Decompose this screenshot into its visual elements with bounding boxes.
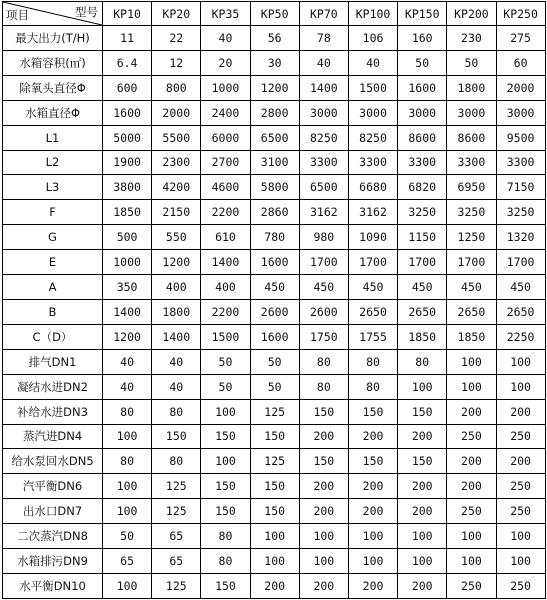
table-cell: 100 xyxy=(447,549,496,574)
table-cell: 1750 xyxy=(299,324,348,349)
table-cell: 3250 xyxy=(447,200,496,225)
table-cell: 150 xyxy=(250,424,299,449)
table-cell: 125 xyxy=(152,573,201,598)
table-cell: 60 xyxy=(496,50,545,75)
row-label: F xyxy=(3,200,103,225)
table-row xyxy=(3,449,546,474)
table-cell: 200 xyxy=(348,573,397,598)
table-cell: 80 xyxy=(201,549,250,574)
table-cell: 250 xyxy=(496,424,545,449)
table-row xyxy=(3,200,546,225)
table-cell: 1700 xyxy=(299,250,348,275)
table-cell: 6820 xyxy=(398,175,447,200)
table-cell: 100 xyxy=(496,549,545,574)
table-cell: 450 xyxy=(299,275,348,300)
table-cell: 3000 xyxy=(496,100,545,125)
table-cell: 2250 xyxy=(496,324,545,349)
table-cell: 100 xyxy=(496,524,545,549)
table-cell: 3300 xyxy=(299,150,348,175)
row-label: G xyxy=(3,225,103,250)
table-row xyxy=(3,125,546,150)
model-header-kp250: KP250 xyxy=(496,2,545,26)
table-cell: 5800 xyxy=(250,175,299,200)
table-cell: 80 xyxy=(299,374,348,399)
table-cell: 1755 xyxy=(348,324,397,349)
table-cell: 100 xyxy=(103,474,152,499)
table-cell: 400 xyxy=(152,275,201,300)
table-cell: 450 xyxy=(348,275,397,300)
table-cell: 200 xyxy=(299,499,348,524)
table-cell: 1500 xyxy=(348,75,397,100)
model-header-kp100: KP100 xyxy=(348,2,397,26)
table-cell: 450 xyxy=(250,275,299,300)
table-cell: 3000 xyxy=(299,100,348,125)
table-cell: 1700 xyxy=(348,250,397,275)
table-cell: 56 xyxy=(250,26,299,51)
table-cell: 80 xyxy=(152,399,201,424)
table-cell: 40 xyxy=(299,50,348,75)
table-cell: 6680 xyxy=(348,175,397,200)
table-cell: 150 xyxy=(398,449,447,474)
table-row xyxy=(3,324,546,349)
table-cell: 550 xyxy=(152,225,201,250)
row-label: 汽平衡DN6 xyxy=(3,474,103,499)
table-cell: 1000 xyxy=(201,75,250,100)
table-cell: 65 xyxy=(152,549,201,574)
table-cell: 200 xyxy=(447,449,496,474)
table-row xyxy=(3,50,546,75)
table-cell: 200 xyxy=(398,424,447,449)
table-cell: 80 xyxy=(201,524,250,549)
table-cell: 1400 xyxy=(201,250,250,275)
table-row xyxy=(3,100,546,125)
table-cell: 1850 xyxy=(103,200,152,225)
table-cell: 450 xyxy=(398,275,447,300)
model-header-kp10: KP10 xyxy=(103,2,152,26)
table-cell: 150 xyxy=(348,449,397,474)
table-cell: 250 xyxy=(447,573,496,598)
table-cell: 200 xyxy=(496,399,545,424)
table-cell: 250 xyxy=(496,474,545,499)
table-cell: 400 xyxy=(201,275,250,300)
table-cell: 200 xyxy=(348,424,397,449)
row-label: 给水泵回水DN5 xyxy=(3,449,103,474)
row-label: L2 xyxy=(3,150,103,175)
table-cell: 40 xyxy=(348,50,397,75)
table-cell: 150 xyxy=(152,424,201,449)
table-cell: 2600 xyxy=(250,299,299,324)
table-cell: 200 xyxy=(447,399,496,424)
table-cell: 1600 xyxy=(398,75,447,100)
row-label: 二次蒸汽DN8 xyxy=(3,524,103,549)
table-cell: 100 xyxy=(348,524,397,549)
table-cell: 50 xyxy=(398,50,447,75)
table-cell: 2650 xyxy=(398,299,447,324)
table-cell: 125 xyxy=(152,499,201,524)
corner-label-model: 型号 xyxy=(75,5,98,19)
table-cell: 200 xyxy=(348,474,397,499)
table-cell: 80 xyxy=(103,399,152,424)
table-cell: 2700 xyxy=(201,150,250,175)
table-cell: 2200 xyxy=(201,200,250,225)
row-label: L1 xyxy=(3,125,103,150)
header-row xyxy=(3,2,546,26)
table-cell: 1250 xyxy=(447,225,496,250)
table-row xyxy=(3,499,546,524)
table-row xyxy=(3,573,546,598)
table-cell: 1400 xyxy=(103,299,152,324)
table-cell: 3300 xyxy=(398,150,447,175)
table-cell: 100 xyxy=(398,374,447,399)
row-label: 水箱容积(㎡) xyxy=(3,50,103,75)
model-header-kp50: KP50 xyxy=(250,2,299,26)
table-cell: 1600 xyxy=(250,324,299,349)
table-cell: 1200 xyxy=(152,250,201,275)
table-cell: 150 xyxy=(201,424,250,449)
table-cell: 200 xyxy=(496,449,545,474)
table-cell: 1850 xyxy=(447,324,496,349)
spec-body xyxy=(3,26,546,599)
spec-table xyxy=(2,1,546,599)
table-row xyxy=(3,474,546,499)
table-cell: 8600 xyxy=(447,125,496,150)
table-cell: 150 xyxy=(201,573,250,598)
row-label: L3 xyxy=(3,175,103,200)
table-cell: 2200 xyxy=(201,299,250,324)
table-cell: 100 xyxy=(496,374,545,399)
table-cell: 100 xyxy=(201,399,250,424)
table-cell: 100 xyxy=(447,524,496,549)
row-label: C（D） xyxy=(3,324,103,349)
table-cell: 40 xyxy=(201,26,250,51)
table-cell: 2860 xyxy=(250,200,299,225)
table-cell: 3000 xyxy=(348,100,397,125)
table-cell: 160 xyxy=(398,26,447,51)
table-cell: 80 xyxy=(348,349,397,374)
table-cell: 100 xyxy=(447,349,496,374)
table-cell: 150 xyxy=(250,474,299,499)
table-cell: 275 xyxy=(496,26,545,51)
table-cell: 800 xyxy=(152,75,201,100)
table-cell: 200 xyxy=(398,474,447,499)
table-cell: 1800 xyxy=(152,299,201,324)
table-cell: 4200 xyxy=(152,175,201,200)
table-cell: 500 xyxy=(103,225,152,250)
table-row xyxy=(3,424,546,449)
table-row xyxy=(3,374,546,399)
table-cell: 1500 xyxy=(201,324,250,349)
table-cell: 200 xyxy=(348,499,397,524)
table-cell: 600 xyxy=(103,75,152,100)
model-header-kp200: KP200 xyxy=(447,2,496,26)
table-cell: 30 xyxy=(250,50,299,75)
table-cell: 3162 xyxy=(348,200,397,225)
table-cell: 2000 xyxy=(496,75,545,100)
table-cell: 200 xyxy=(398,499,447,524)
table-cell: 250 xyxy=(447,499,496,524)
table-cell: 1400 xyxy=(152,324,201,349)
table-cell: 3162 xyxy=(299,200,348,225)
model-header-kp35: KP35 xyxy=(201,2,250,26)
corner-cell xyxy=(3,2,103,26)
table-cell: 3000 xyxy=(398,100,447,125)
table-cell: 150 xyxy=(398,399,447,424)
table-cell: 7150 xyxy=(496,175,545,200)
table-cell: 1090 xyxy=(348,225,397,250)
table-cell: 3800 xyxy=(103,175,152,200)
table-cell: 3300 xyxy=(348,150,397,175)
table-cell: 2400 xyxy=(201,100,250,125)
table-cell: 6.4 xyxy=(103,50,152,75)
table-cell: 1600 xyxy=(103,100,152,125)
table-cell: 50 xyxy=(447,50,496,75)
model-header-kp150: KP150 xyxy=(398,2,447,26)
table-row xyxy=(3,524,546,549)
table-cell: 100 xyxy=(299,524,348,549)
table-cell: 4600 xyxy=(201,175,250,200)
table-cell: 20 xyxy=(201,50,250,75)
table-cell: 100 xyxy=(250,549,299,574)
model-header-kp70: KP70 xyxy=(299,2,348,26)
table-cell: 80 xyxy=(152,449,201,474)
row-label: 水箱排污DN9 xyxy=(3,549,103,574)
table-row xyxy=(3,549,546,574)
table-row xyxy=(3,275,546,300)
table-cell: 1000 xyxy=(103,250,152,275)
table-cell: 6500 xyxy=(299,175,348,200)
table-cell: 3300 xyxy=(447,150,496,175)
table-cell: 200 xyxy=(299,474,348,499)
table-cell: 100 xyxy=(103,424,152,449)
table-cell: 250 xyxy=(447,424,496,449)
table-cell: 1850 xyxy=(398,324,447,349)
table-cell: 106 xyxy=(348,26,397,51)
table-row xyxy=(3,225,546,250)
table-cell: 150 xyxy=(299,399,348,424)
row-label: 除氧头直径Φ xyxy=(3,75,103,100)
table-cell: 3250 xyxy=(496,200,545,225)
row-label: 出水口DN7 xyxy=(3,499,103,524)
table-cell: 1200 xyxy=(250,75,299,100)
table-cell: 40 xyxy=(103,374,152,399)
table-cell: 780 xyxy=(250,225,299,250)
table-cell: 250 xyxy=(496,499,545,524)
table-cell: 78 xyxy=(299,26,348,51)
row-label: B xyxy=(3,299,103,324)
table-cell: 1700 xyxy=(447,250,496,275)
table-cell: 2650 xyxy=(447,299,496,324)
table-cell: 80 xyxy=(348,374,397,399)
table-cell: 3100 xyxy=(250,150,299,175)
table-cell: 50 xyxy=(250,349,299,374)
table-cell: 200 xyxy=(447,474,496,499)
table-cell: 6950 xyxy=(447,175,496,200)
table-cell: 250 xyxy=(496,573,545,598)
table-cell: 80 xyxy=(103,449,152,474)
table-cell: 150 xyxy=(201,474,250,499)
row-label: 蒸汽进DN4 xyxy=(3,424,103,449)
table-cell: 100 xyxy=(201,449,250,474)
table-cell: 8250 xyxy=(299,125,348,150)
row-label: 排气DN1 xyxy=(3,349,103,374)
table-row xyxy=(3,399,546,424)
table-row xyxy=(3,26,546,51)
table-cell: 65 xyxy=(103,549,152,574)
corner-label-item: 项目 xyxy=(6,8,29,22)
table-cell: 2000 xyxy=(152,100,201,125)
table-cell: 100 xyxy=(398,524,447,549)
table-cell: 80 xyxy=(398,349,447,374)
table-row xyxy=(3,150,546,175)
row-label: 水箱直径Φ xyxy=(3,100,103,125)
table-cell: 1600 xyxy=(250,250,299,275)
table-cell: 150 xyxy=(348,399,397,424)
row-label: A xyxy=(3,275,103,300)
table-row xyxy=(3,175,546,200)
table-cell: 65 xyxy=(152,524,201,549)
table-cell: 50 xyxy=(103,524,152,549)
table-cell: 50 xyxy=(201,374,250,399)
table-cell: 2300 xyxy=(152,150,201,175)
table-cell: 1700 xyxy=(496,250,545,275)
table-cell: 1320 xyxy=(496,225,545,250)
table-row xyxy=(3,299,546,324)
table-cell: 100 xyxy=(447,374,496,399)
table-cell: 1400 xyxy=(299,75,348,100)
table-cell: 230 xyxy=(447,26,496,51)
table-cell: 3000 xyxy=(447,100,496,125)
table-cell: 200 xyxy=(299,573,348,598)
table-cell: 1150 xyxy=(398,225,447,250)
table-cell: 980 xyxy=(299,225,348,250)
table-cell: 200 xyxy=(299,424,348,449)
table-cell: 8600 xyxy=(398,125,447,150)
table-cell: 150 xyxy=(201,499,250,524)
row-label: 补给水进DN3 xyxy=(3,399,103,424)
table-cell: 12 xyxy=(152,50,201,75)
table-cell: 350 xyxy=(103,275,152,300)
table-cell: 5000 xyxy=(103,125,152,150)
table-cell: 3250 xyxy=(398,200,447,225)
row-label: 水平衡DN10 xyxy=(3,573,103,598)
table-row xyxy=(3,250,546,275)
table-cell: 50 xyxy=(250,374,299,399)
table-cell: 2150 xyxy=(152,200,201,225)
table-row xyxy=(3,75,546,100)
row-label: 最大出力(T/H) xyxy=(3,26,103,51)
table-cell: 200 xyxy=(250,573,299,598)
table-cell: 150 xyxy=(299,449,348,474)
table-cell: 1700 xyxy=(398,250,447,275)
table-cell: 50 xyxy=(201,349,250,374)
table-cell: 80 xyxy=(299,349,348,374)
table-cell: 100 xyxy=(103,573,152,598)
table-cell: 2650 xyxy=(496,299,545,324)
table-cell: 1900 xyxy=(103,150,152,175)
table-cell: 2600 xyxy=(299,299,348,324)
table-cell: 2650 xyxy=(348,299,397,324)
table-cell: 1200 xyxy=(103,324,152,349)
table-cell: 22 xyxy=(152,26,201,51)
table-cell: 200 xyxy=(398,573,447,598)
table-cell: 2800 xyxy=(250,100,299,125)
table-cell: 100 xyxy=(103,499,152,524)
table-cell: 40 xyxy=(152,374,201,399)
model-header-kp20: KP20 xyxy=(152,2,201,26)
table-cell: 100 xyxy=(348,549,397,574)
table-cell: 125 xyxy=(152,474,201,499)
table-cell: 100 xyxy=(496,349,545,374)
table-cell: 100 xyxy=(398,549,447,574)
table-cell: 125 xyxy=(250,399,299,424)
table-cell: 8250 xyxy=(348,125,397,150)
table-cell: 40 xyxy=(103,349,152,374)
row-label: 凝结水进DN2 xyxy=(3,374,103,399)
table-row xyxy=(3,349,546,374)
table-cell: 125 xyxy=(250,449,299,474)
table-cell: 610 xyxy=(201,225,250,250)
table-cell: 3300 xyxy=(496,150,545,175)
table-cell: 450 xyxy=(447,275,496,300)
row-label: E xyxy=(3,250,103,275)
table-cell: 6000 xyxy=(201,125,250,150)
table-cell: 11 xyxy=(103,26,152,51)
table-cell: 450 xyxy=(496,275,545,300)
table-cell: 150 xyxy=(250,499,299,524)
table-cell: 5500 xyxy=(152,125,201,150)
table-cell: 100 xyxy=(299,549,348,574)
table-cell: 100 xyxy=(250,524,299,549)
table-cell: 6500 xyxy=(250,125,299,150)
table-cell: 1800 xyxy=(447,75,496,100)
table-cell: 40 xyxy=(152,349,201,374)
table-cell: 9500 xyxy=(496,125,545,150)
